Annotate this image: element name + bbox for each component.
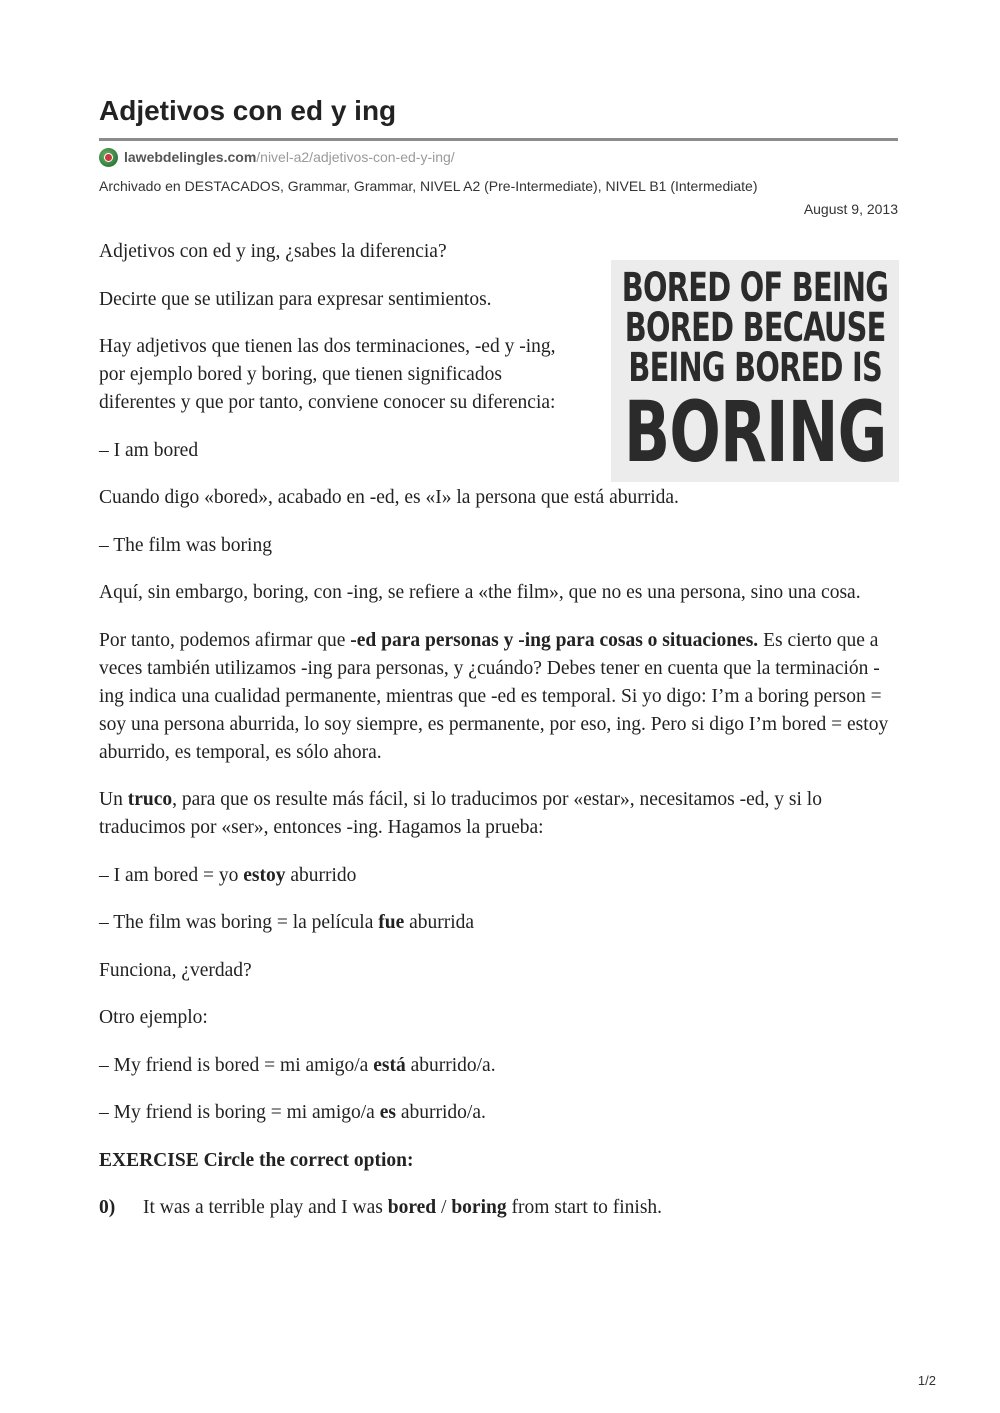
image-line-4: BORING: [623, 383, 887, 481]
text: , para que os resulte más fácil, si lo traducimos por «estar», necesitamos -ed, y si lo traducimos por «ser», entonces -ing. Hagamos la prueba:: [99, 789, 822, 838]
image-line-1: BORED OF BEING: [621, 265, 889, 311]
text: aburrido: [285, 864, 357, 886]
exercise-heading: [99, 1147, 899, 1175]
paragraph-rule: [99, 627, 899, 767]
post-date: August 9, 2013: [803, 201, 898, 217]
text: aburrida: [404, 912, 475, 933]
option-bored[interactable]: bored: [387, 1197, 437, 1218]
source-domain: lawebdelingles.com: [124, 149, 257, 165]
text: Es cierto que a veces también utilizamos -ing para personas, y ¿cuándo? Debes tener en cuenta que la terminación -ing indica una cualidad permanente, mientras que -ed es temporal. Si yo digo: I’m a boring person = soy una persona aburrida, lo soy siempre, es permanente, por eso, ing. Pero si digo I’m bored = estoy aburrido, es temporal, es sólo ahora.: [99, 629, 889, 763]
text: – My friend is bored = mi amigo/a: [99, 1054, 374, 1076]
paragraph-intro: Adjetivos con ed y ing, ¿sabes la diferencia?: [99, 241, 447, 262]
exercise-heading-text: EXERCISE Circle the correct option:: [99, 1149, 414, 1171]
trick-highlight: truco: [127, 789, 173, 810]
archived-categories: Archivado en DESTACADOS, Grammar, Grammar, NIVEL A2 (Pre-Intermediate), NIVEL B1 (Intermediate): [99, 178, 758, 194]
text: – I am bored = yo: [99, 864, 244, 886]
text: – My friend is boring = mi amigo/a: [99, 1102, 380, 1123]
paragraph-boring-explanation: Aquí, sin embargo, boring, con -ing, se refiere a «the film», que no es una persona, sino una cosa.: [99, 582, 861, 603]
bold-word: está: [373, 1054, 406, 1076]
text: Un: [99, 789, 128, 810]
bold-word: estoy: [243, 864, 286, 886]
site-favicon-icon: [99, 148, 118, 167]
text: from start to finish.: [506, 1197, 663, 1218]
paragraph-trick: [99, 786, 899, 842]
source-path: /nivel-a2/adjetivos-con-ed-y-ing/: [256, 149, 455, 165]
text: aburrido/a.: [395, 1102, 486, 1123]
paragraph-otro-ejemplo: Otro ejemplo:: [99, 1007, 208, 1028]
bold-word: es: [379, 1102, 396, 1123]
article-body: [99, 238, 899, 1222]
paragraph-verdad: Funciona, ¿verdad?: [99, 959, 252, 981]
text: aburrido/a.: [405, 1054, 496, 1076]
rule-highlight: -ed para personas y -ing para cosas o situaciones.: [350, 629, 759, 651]
bold-word: fue: [378, 912, 405, 933]
paragraph-feelings: Decirte que se utilizan para expresar sentimientos.: [99, 288, 492, 310]
page-title: Adjetivos con ed y ing: [99, 95, 397, 126]
example-fue: [99, 909, 899, 937]
text: It was a terrible play and I was: [143, 1197, 388, 1218]
example-esta: [99, 1052, 899, 1080]
image-line-3: BEING BORED IS: [628, 345, 882, 391]
option-separator: /: [436, 1197, 452, 1218]
title-divider: [99, 138, 898, 141]
exercise-number: 0): [99, 1197, 116, 1218]
example-film-boring: – The film was boring: [99, 534, 272, 556]
example-estoy: [99, 862, 899, 890]
page-number: 1/2: [917, 1373, 936, 1388]
option-boring[interactable]: boring: [451, 1197, 507, 1218]
paragraph-endings: Hay adjetivos que tienen las dos terminaciones, -ed y -ing, por ejemplo bored y boring, que tienen significados diferentes y que por tanto, conviene conocer su diferencia:: [99, 336, 556, 413]
example-i-am-bored: – I am bored: [99, 439, 199, 461]
source-link[interactable]: [99, 146, 455, 168]
exercise-sentence: [143, 1194, 662, 1222]
exercise-item: [99, 1194, 899, 1222]
paragraph-bored-explanation: Cuando digo «bored», acabado en -ed, es «I» la persona que está aburrida.: [99, 487, 679, 508]
text: – The film was boring = la película: [99, 912, 379, 933]
example-es: [99, 1099, 899, 1127]
text: Por tanto, podemos afirmar que: [99, 629, 351, 651]
image-line-2: BORED BECAUSE: [624, 305, 886, 351]
